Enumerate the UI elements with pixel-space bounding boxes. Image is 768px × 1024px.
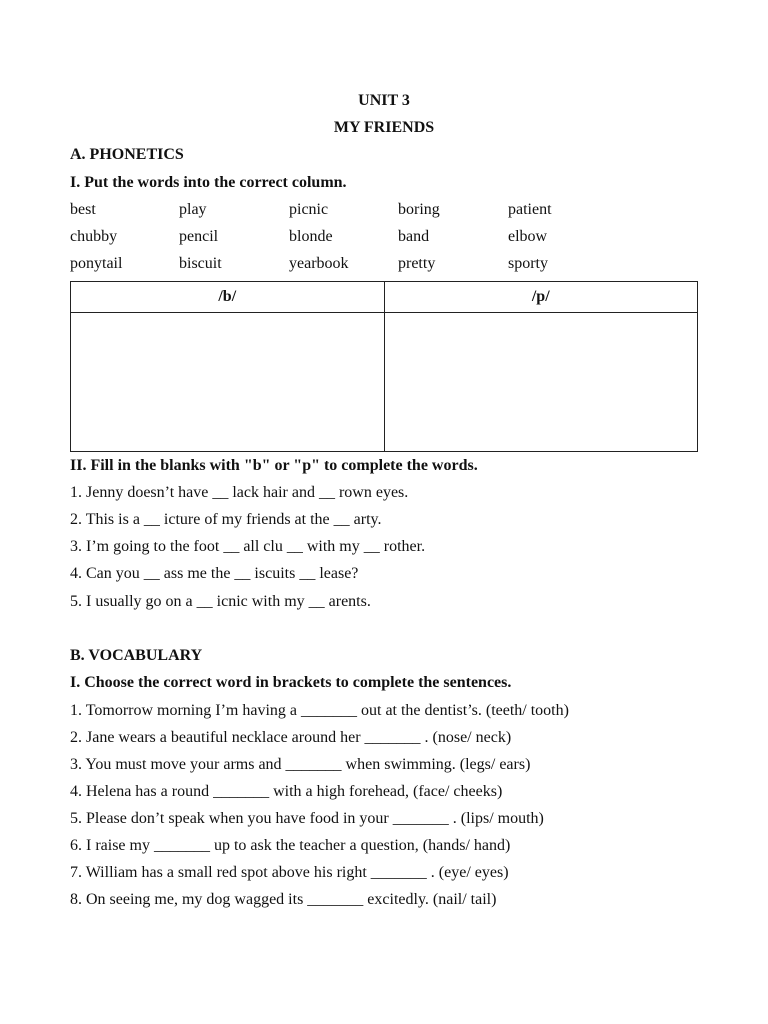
word-bank-item: band [398, 228, 430, 245]
section-a-heading: A. PHONETICS [70, 146, 184, 163]
word-bank-item: picnic [289, 201, 329, 218]
exercise-item: 5. Please don’t speak when you have food in your _______ . (lips/ mouth) [70, 810, 544, 827]
word-bank-item: patient [508, 201, 552, 218]
section-b-heading: B. VOCABULARY [70, 647, 203, 664]
exercise-item: 6. I raise my _______ up to ask the teacher a question, (hands/ hand) [70, 837, 511, 854]
word-bank-item: play [179, 201, 207, 218]
word-bank-item: elbow [508, 228, 548, 245]
word-bank-item: chubby [70, 228, 118, 245]
page-title: MY FRIENDS [333, 119, 435, 136]
word-bank-item: best [70, 201, 96, 218]
answer-cell-b[interactable] [71, 313, 385, 452]
column-header-b: /b/ [71, 282, 385, 313]
word-bank-item: boring [398, 201, 440, 218]
word-bank-item: ponytail [70, 255, 123, 272]
sound-columns-table [70, 281, 698, 452]
word-bank-item: biscuit [179, 255, 222, 272]
exercise-item: 4. Helena has a round _______ with a high forehead, (face/ cheeks) [70, 783, 503, 800]
exercise-b1-instruction: I. Choose the correct word in brackets to complete the sentences. [70, 674, 512, 691]
word-bank-item: blonde [289, 228, 333, 245]
exercise-item: 5. I usually go on a __ icnic with my __ arents. [70, 593, 371, 610]
exercise-item: 4. Can you __ ass me the __ iscuits __ lease? [70, 565, 359, 582]
exercise-a1-instruction: I. Put the words into the correct column. [70, 174, 347, 191]
answer-cell-p[interactable] [384, 313, 698, 452]
word-bank-item: sporty [508, 255, 548, 272]
exercise-item: 7. William has a small red spot above his right _______ . (eye/ eyes) [70, 864, 509, 881]
exercise-item: 8. On seeing me, my dog wagged its _______ excitedly. (nail/ tail) [70, 891, 497, 908]
exercise-item: 2. This is a __ icture of my friends at the __ arty. [70, 511, 382, 528]
exercise-a2-instruction: II. Fill in the blanks with "b" or "p" to complete the words. [70, 457, 478, 474]
exercise-item: 1. Tomorrow morning I’m having a _______ out at the dentist’s. (teeth/ tooth) [70, 702, 569, 719]
exercise-item: 3. I’m going to the foot __ all clu __ with my __ rother. [70, 538, 426, 555]
word-bank-item: pretty [398, 255, 436, 272]
unit-label: UNIT 3 [358, 92, 410, 109]
exercise-item: 1. Jenny doesn’t have __ lack hair and __ rown eyes. [70, 484, 409, 501]
exercise-item: 3. You must move your arms and _______ when swimming. (legs/ ears) [70, 756, 531, 773]
column-header-p: /p/ [384, 282, 698, 313]
exercise-item: 2. Jane wears a beautiful necklace around her _______ . (nose/ neck) [70, 729, 512, 746]
word-bank-item: pencil [179, 228, 219, 245]
word-bank-item: yearbook [289, 255, 349, 272]
